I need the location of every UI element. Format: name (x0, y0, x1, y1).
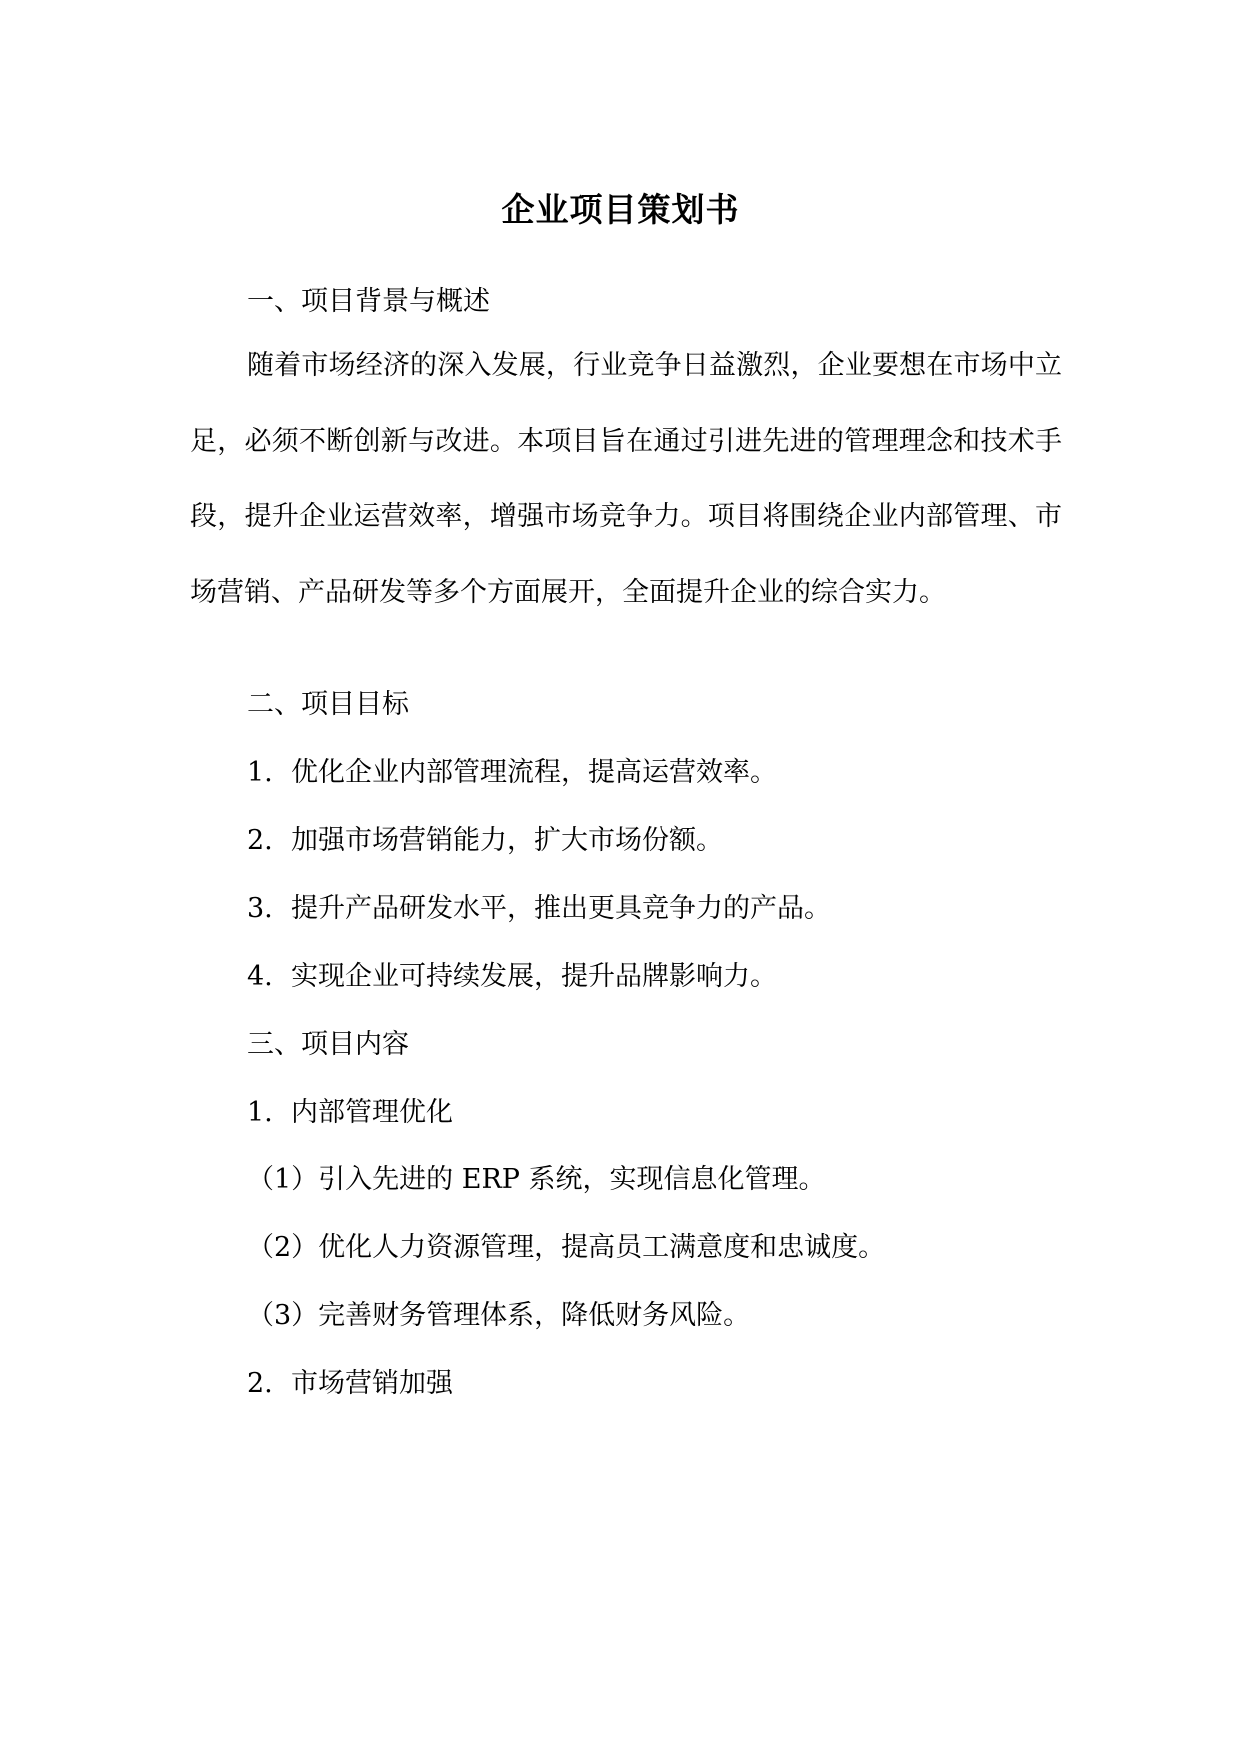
goal-item-1 (247, 753, 777, 793)
section-heading-content: 三、项目内容 (247, 1029, 409, 1060)
goal-item-3 (247, 889, 831, 929)
goal-item-2 (247, 821, 723, 861)
subsection-title: 市场营销加强 (291, 1368, 453, 1399)
goal-item-number: 1. (247, 757, 273, 788)
section-heading-goals: 二、项目目标 (247, 689, 409, 720)
document-title: 企业项目策划书 (501, 190, 740, 229)
subsection-heading-management (247, 1093, 453, 1133)
subsection-heading-marketing (247, 1364, 453, 1404)
management-item-3: （3）完善财务管理体系，降低财务风险。 (247, 1300, 751, 1331)
goal-item-text: 实现企业可持续发展，提升品牌影响力。 (291, 961, 777, 992)
goal-item-text: 提升产品研发水平，推出更具竞争力的产品。 (291, 893, 831, 924)
goal-item-number: 3. (247, 893, 273, 924)
goal-item-4 (247, 957, 777, 997)
goal-item-text: 优化企业内部管理流程，提高运营效率。 (291, 757, 777, 788)
section-heading-background: 一、项目背景与概述 (247, 286, 490, 317)
subsection-number: 2. (247, 1368, 273, 1399)
subsection-number: 1. (247, 1097, 273, 1128)
management-item-2: （2）优化人力资源管理，提高员工满意度和忠诚度。 (247, 1232, 886, 1263)
goal-item-text: 加强市场营销能力，扩大市场份额。 (291, 825, 723, 856)
management-item-1: （1）引入先进的 ERP 系统，实现信息化管理。 (247, 1164, 826, 1195)
subsection-title: 内部管理优化 (291, 1097, 453, 1128)
goal-item-number: 4. (247, 961, 273, 992)
goal-item-number: 2. (247, 825, 273, 856)
background-paragraph: 随着市场经济的深入发展，行业竞争日益激烈，企业要想在市场中立足，必须不断创新与改进。本项目旨在通过引进先进的管理理念和技术手段，提升企业运营效率，增强市场竞争力。项目将围绕企业内部管理、市场营销、产品研发等多个方面展开，全面提升企业的综合实力。 (190, 350, 1062, 608)
